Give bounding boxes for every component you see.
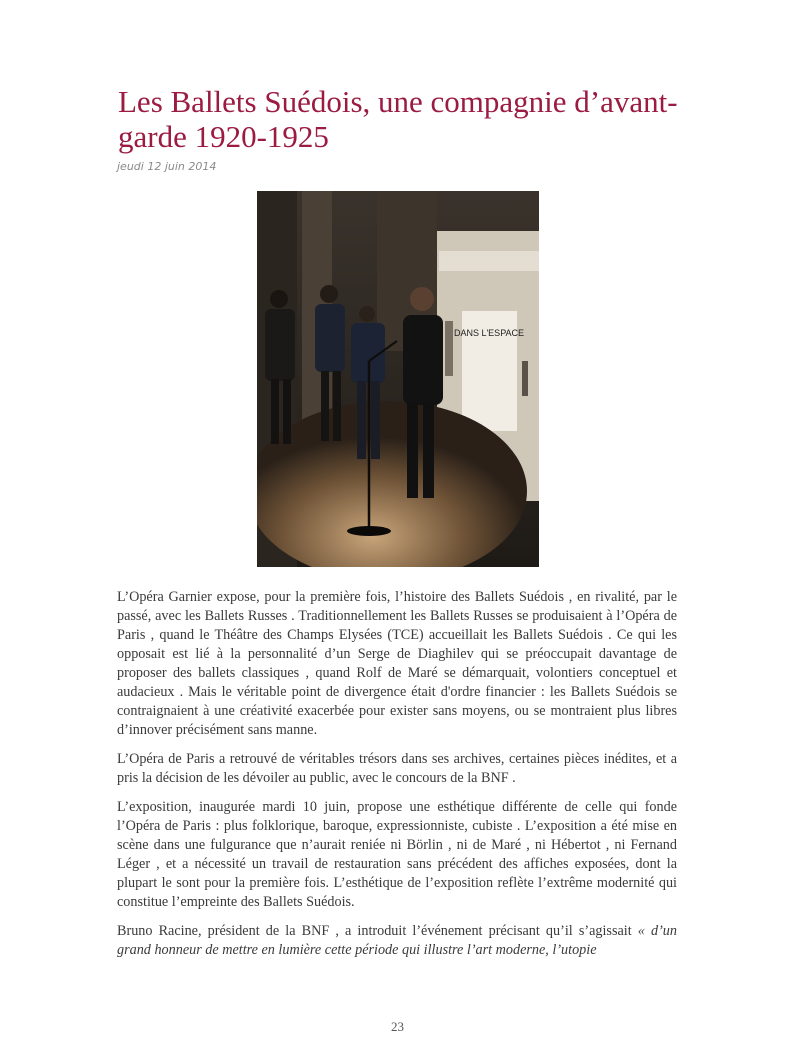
article-date: jeudi 12 juin 2014 [117, 160, 217, 173]
paragraph-text: Bruno Racine, président de la BNF , a introduit l’événement précisant qu’il s’agissait [117, 923, 638, 939]
quote-text: « d’un grand honneur de mettre en lumière cette période qui illustre l’art moderne, l’utopie [117, 923, 677, 958]
poster-text: DANS L'ESPACE [453, 328, 525, 338]
article-title: Les Ballets Suédois, une compagnie d’avant-garde 1920-1925 [118, 84, 678, 154]
article-body [117, 588, 677, 970]
paragraph [117, 922, 677, 960]
page-number: 23 [391, 1019, 404, 1034]
paragraph: L’exposition, inaugurée mardi 10 juin, propose une esthétique différente de celle qui fonde l’Opéra de Paris : plus folklorique, baroque, expressionniste, cubiste . L’exposition a été mise en scène dans une fulgurance que n’aurait reniée ni Börlin , ni de Maré , ni Hébertot , ni Fernand Léger , et a nécessité un travail de restauration sans précédent des affiches exposées, dont la plupart le sont pour la première fois. L’esthétique de l’exposition reflète l’extrême modernité qui constitue l’empreinte des Ballets Suédois. [117, 799, 677, 910]
paragraph: L’Opéra de Paris a retrouvé de véritables trésors dans ses archives, certaines pièces inédites, et a pris la décision de les dévoiler au public, avec le concours de la BNF . [117, 751, 677, 786]
exhibition-photo [257, 191, 539, 567]
paragraph: L’Opéra Garnier expose, pour la première fois, l’histoire des Ballets Suédois , en rivalité, par le passé, avec les Ballets Russes . Traditionnellement les Ballets Russes se produisaient à l’Opéra de Paris , quand le Théâtre des Champs Elysées (TCE) accueillait les Ballets Suédois . Ce qui les opposait est lié à la personnalité d’un Serge de Diaghilev qui se préoccupait davantage de proposer des ballets classiques , quand Rolf de Maré se démarquait, volontiers conceptuel et audacieux . Mais le véritable point de divergence était d'ordre financier : les Ballets Suédois se contraignaient à une créativité exacerbée pour exister sans moyens, ou se montraient plus libres d’innover précisément sans manne. [117, 589, 677, 738]
